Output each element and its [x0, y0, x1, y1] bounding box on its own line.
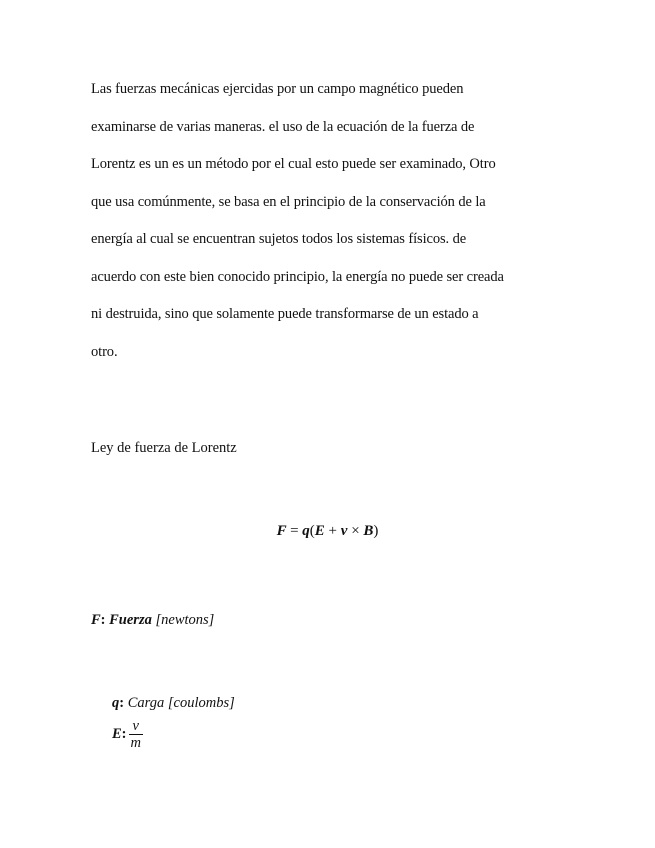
paragraph-line-1: Las fuerzas mecánicas ejercidas por un campo magnético pueden	[91, 81, 464, 97]
eq-open-paren: (	[309, 523, 315, 539]
eq-cross: ×	[351, 523, 360, 539]
def-field-numerator: v	[129, 718, 143, 735]
def-field-denominator: m	[130, 735, 141, 751]
definition-force	[91, 611, 214, 629]
def-field-colon: :	[121, 725, 127, 742]
def-charge-name: Carga	[127, 695, 165, 711]
paragraph-line-4: que usa comúnmente, se basa en el principio de la conservación de la	[91, 194, 486, 210]
definition-charge	[112, 694, 235, 712]
def-field-symbol: E	[112, 725, 122, 742]
eq-close-paren: )	[373, 523, 379, 539]
def-charge-unit: [coulombs]	[167, 695, 235, 711]
def-force-name: Fuerza	[109, 612, 152, 628]
eq-magnetic-symbol: B	[363, 523, 374, 539]
eq-velocity-symbol: v	[340, 523, 348, 539]
eq-charge-symbol: q	[302, 523, 310, 539]
lorentz-equation	[0, 521, 655, 541]
eq-plus: +	[328, 523, 338, 539]
paragraph-line-6: acuerdo con este bien conocido principio, la energía no puede ser creada	[91, 269, 504, 285]
paragraph-line-8: otro.	[91, 344, 118, 360]
paragraph-line-5: energía al cual se encuentran sujetos todos los sistemas físicos. de	[91, 231, 467, 247]
def-force-colon: :	[100, 612, 106, 628]
eq-force-symbol: F	[276, 523, 287, 539]
definition-field	[112, 718, 143, 751]
paragraph-line-3: Lorentz es un es un método por el cual esto puede ser examinado, Otro	[91, 156, 496, 172]
paragraph-line-2: examinarse de varias maneras. el uso de la ecuación de la fuerza de	[91, 119, 475, 135]
def-field-fraction	[129, 718, 143, 751]
paragraph-line-7: ni destruida, sino que solamente puede transformarse de un estado a	[91, 306, 479, 322]
section-heading: Ley de fuerza de Lorentz	[91, 440, 237, 456]
def-charge-colon: :	[119, 695, 125, 711]
eq-equals: =	[290, 523, 299, 539]
def-force-unit: [newtons]	[155, 612, 215, 628]
def-force-symbol: F	[91, 612, 101, 628]
def-charge-symbol: q	[112, 695, 120, 711]
eq-field-symbol: E	[314, 523, 325, 539]
